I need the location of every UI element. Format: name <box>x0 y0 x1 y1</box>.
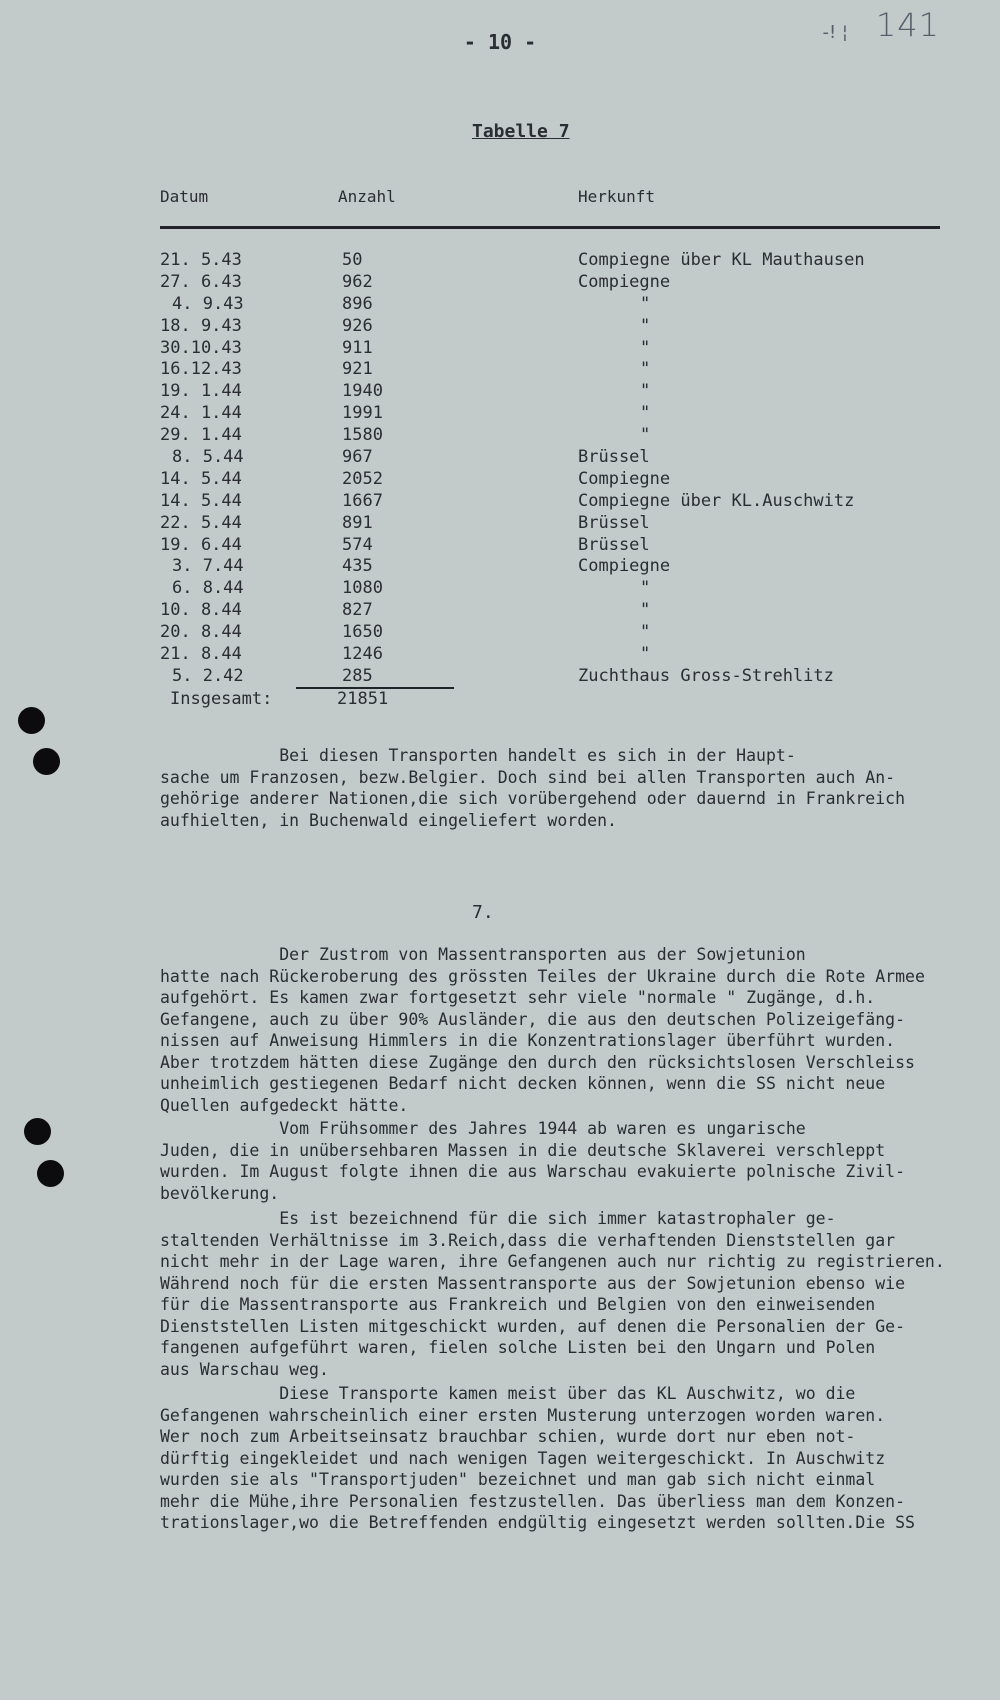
punch-hole <box>18 707 45 734</box>
table-row <box>0 600 1000 622</box>
row-date: 29. 1.44 <box>160 425 242 446</box>
row-count: 1991 <box>342 403 383 424</box>
row-count: 921 <box>342 359 373 380</box>
text-line: Quellen aufgedeckt hätte. <box>160 1095 409 1115</box>
text-line: aus Warschau weg. <box>160 1359 329 1379</box>
table-title: Tabelle 7 <box>472 121 570 142</box>
punch-hole <box>37 1160 64 1187</box>
row-origin: Brüssel <box>578 534 650 555</box>
table-row <box>0 556 1000 578</box>
table-row <box>0 513 1000 535</box>
row-date: 3. 7.44 <box>172 556 244 577</box>
row-origin: Compiegne <box>578 468 671 489</box>
row-origin: " <box>640 337 651 358</box>
row-count: 1650 <box>342 622 383 643</box>
row-origin: Compiegne über KL Mauthausen <box>578 250 865 270</box>
text-line: nicht mehr in der Lage waren, ihre Gefangenen auch nur richtig zu registrieren. <box>160 1252 945 1271</box>
row-count: 926 <box>342 315 373 336</box>
table-row <box>0 316 1000 338</box>
row-date: 24. 1.44 <box>160 403 242 424</box>
row-date: 19. 6.44 <box>160 534 242 555</box>
row-count: 891 <box>342 512 373 533</box>
text-line: Diese Transporte kamen meist über das KL Auschwitz, wo die <box>160 1384 856 1403</box>
text-line: gehörige anderer Nationen,die sich vorübergehend oder dauernd in Frankreich <box>160 789 906 808</box>
row-date: 22. 5.44 <box>160 512 242 533</box>
row-date: 8. 5.44 <box>172 447 244 468</box>
row-count: 1667 <box>342 490 383 511</box>
text-line: nissen auf Anweisung Himmlers in die Konzentrationslager überführt wurden. <box>160 1031 896 1050</box>
table-row <box>0 491 1000 513</box>
table-row <box>0 644 1000 666</box>
table-row <box>0 447 1000 469</box>
table-row <box>0 381 1000 403</box>
text-line: Vom Frühsommer des Jahres 1944 ab waren es ungarische <box>160 1119 806 1138</box>
row-origin: " <box>640 578 651 599</box>
column-header-date: Datum <box>160 187 209 206</box>
row-date: 10. 8.44 <box>160 600 242 621</box>
text-line: wurden sie als "Transportjuden" bezeichnet und man gab sich nicht einmal <box>160 1470 876 1489</box>
table-row <box>0 425 1000 447</box>
row-origin: Brüssel <box>578 512 650 533</box>
row-count: 967 <box>342 447 373 468</box>
text-line: Gefangene, auch zu über 90% Ausländer, die aus den deutschen Polizeigefäng- <box>160 1009 906 1029</box>
total-label: Insgesamt: <box>170 689 273 709</box>
row-count: 1246 <box>342 644 383 665</box>
row-origin: " <box>640 600 651 621</box>
row-origin: Compiegne <box>578 556 671 577</box>
table-row <box>0 535 1000 557</box>
row-count: 574 <box>342 534 373 555</box>
text-line: Gefangenen wahrscheinlich einer ersten Musterung unterzogen worden waren. <box>160 1405 886 1425</box>
text-line: trationslager,wo die Betreffenden endgültig eingesetzt werden sollten.Die SS <box>160 1513 915 1532</box>
paragraph-fruehsommer <box>160 1118 980 1204</box>
table-row <box>0 578 1000 600</box>
row-date: 18. 9.43 <box>160 315 242 336</box>
total-value: 21851 <box>337 689 389 709</box>
text-line: sache um Franzosen, bezw.Belgier. Doch sind bei allen Transporten auch An- <box>160 767 896 787</box>
row-date: 20. 8.44 <box>160 622 242 643</box>
row-origin: " <box>640 403 651 424</box>
text-line: wurden. Im August folgte ihnen die aus Warschau evakuierte polnische Zivil- <box>160 1162 906 1181</box>
table-row <box>0 666 1000 688</box>
table-row <box>0 272 1000 294</box>
row-count: 2052 <box>342 468 383 489</box>
transport-table-body <box>0 250 1000 688</box>
text-line: fangenen aufgeführt waren, fielen solche Listen bei den Ungarn und Polen <box>160 1338 876 1357</box>
paragraph-zustrom <box>160 944 980 1116</box>
text-line: Während noch für die ersten Massentransporte aus der Sowjetunion ebenso wie <box>160 1273 906 1293</box>
paragraph-auschwitz <box>160 1383 980 1534</box>
text-line: unheimlich gestiegenen Bedarf nicht decken können, wenn die SS nicht neue <box>160 1074 886 1093</box>
row-origin: Compiegne über KL.Auschwitz <box>578 490 855 511</box>
row-count: 285 <box>342 665 373 686</box>
text-line: aufgehört. Es kamen zwar fortgesetzt sehr viele "normale " Zugänge, d.h. <box>160 988 876 1007</box>
row-count: 962 <box>342 271 373 292</box>
row-count: 911 <box>342 337 373 358</box>
row-date: 21. 8.44 <box>160 644 242 665</box>
table-row <box>0 359 1000 381</box>
column-header-count: Anzahl <box>338 187 396 206</box>
text-line: staltenden Verhältnisse im 3.Reich,dass die verhaftenden Dienststellen gar <box>160 1230 896 1250</box>
row-count: 50 <box>342 250 363 270</box>
row-date: 19. 1.44 <box>160 381 242 402</box>
row-origin: " <box>640 293 651 314</box>
punch-hole <box>24 1118 51 1145</box>
text-line: Juden, die in unübersehbaren Massen in die deutsche Sklaverei verschleppt <box>160 1140 886 1160</box>
text-line: Aber trotzdem hätten diese Zugänge den durch den rücksichtslosen Verschleiss <box>160 1052 915 1072</box>
text-line: Der Zustrom von Massentransporten aus der Sowjetunion <box>160 945 806 964</box>
row-origin: " <box>640 381 651 402</box>
table-row <box>0 469 1000 491</box>
row-date: 4. 9.43 <box>172 293 244 314</box>
text-line: dürftig eingekleidet und nach wenigen Tagen weitergeschickt. In Auschwitz <box>160 1448 886 1468</box>
row-origin: Brüssel <box>578 447 650 468</box>
text-line: aufhielten, in Buchenwald eingeliefert worden. <box>160 810 617 830</box>
text-line: mehr die Mühe,ihre Personalien festzustellen. Das überliess man dem Konzen- <box>160 1491 906 1511</box>
row-origin: " <box>640 644 651 665</box>
text-line: Dienststellen Listen mitgeschickt wurden, auf denen die Personalien der Ge- <box>160 1316 906 1336</box>
header-rule <box>160 226 940 229</box>
row-count: 1580 <box>342 425 383 446</box>
row-date: 14. 5.44 <box>160 468 242 489</box>
text-line: bevölkerung. <box>160 1183 280 1203</box>
text-line: für die Massentransporte aus Frankreich und Belgien von den einweisenden <box>160 1295 876 1314</box>
table-row <box>0 403 1000 425</box>
table-row <box>0 338 1000 360</box>
table-row <box>0 294 1000 316</box>
section-number: 7. <box>472 902 494 923</box>
row-count: 1080 <box>342 578 383 599</box>
row-date: 6. 8.44 <box>172 578 244 599</box>
row-date: 16.12.43 <box>160 359 242 380</box>
table-row <box>0 250 1000 272</box>
text-line: Bei diesen Transporten handelt es sich in der Haupt- <box>160 746 796 765</box>
row-date: 5. 2.42 <box>172 665 244 686</box>
text-line: Wer noch zum Arbeitseinsatz brauchbar schien, wurde dort nur eben not- <box>160 1427 856 1446</box>
row-origin: " <box>640 315 651 336</box>
row-origin: Compiegne <box>578 271 671 292</box>
page-number: - 10 - <box>463 30 537 54</box>
row-date: 27. 6.43 <box>160 271 242 292</box>
row-origin: Zuchthaus Gross-Strehlitz <box>578 665 834 686</box>
row-origin: " <box>640 359 651 380</box>
paragraph-transports <box>160 745 980 831</box>
row-origin: " <box>640 622 651 643</box>
row-date: 30.10.43 <box>160 337 242 358</box>
row-count: 896 <box>342 293 373 314</box>
text-line: Es ist bezeichnend für die sich immer katastrophaler ge- <box>160 1209 836 1228</box>
archive-mark: -! ¦ <box>822 22 848 43</box>
column-header-origin: Herkunft <box>578 187 656 206</box>
table-row <box>0 622 1000 644</box>
row-date: 14. 5.44 <box>160 490 242 511</box>
row-count: 435 <box>342 556 373 577</box>
paragraph-verhaeltnisse <box>160 1208 980 1380</box>
text-line: hatte nach Rückeroberung des grössten Teiles der Ukraine durch die Rote Armee <box>160 966 925 986</box>
row-count: 1940 <box>342 381 383 402</box>
row-date: 21. 5.43 <box>160 250 242 270</box>
row-origin: " <box>640 425 651 446</box>
row-count: 827 <box>342 600 373 621</box>
punch-hole <box>33 748 60 775</box>
archive-stamp-number: 141 <box>875 6 940 44</box>
